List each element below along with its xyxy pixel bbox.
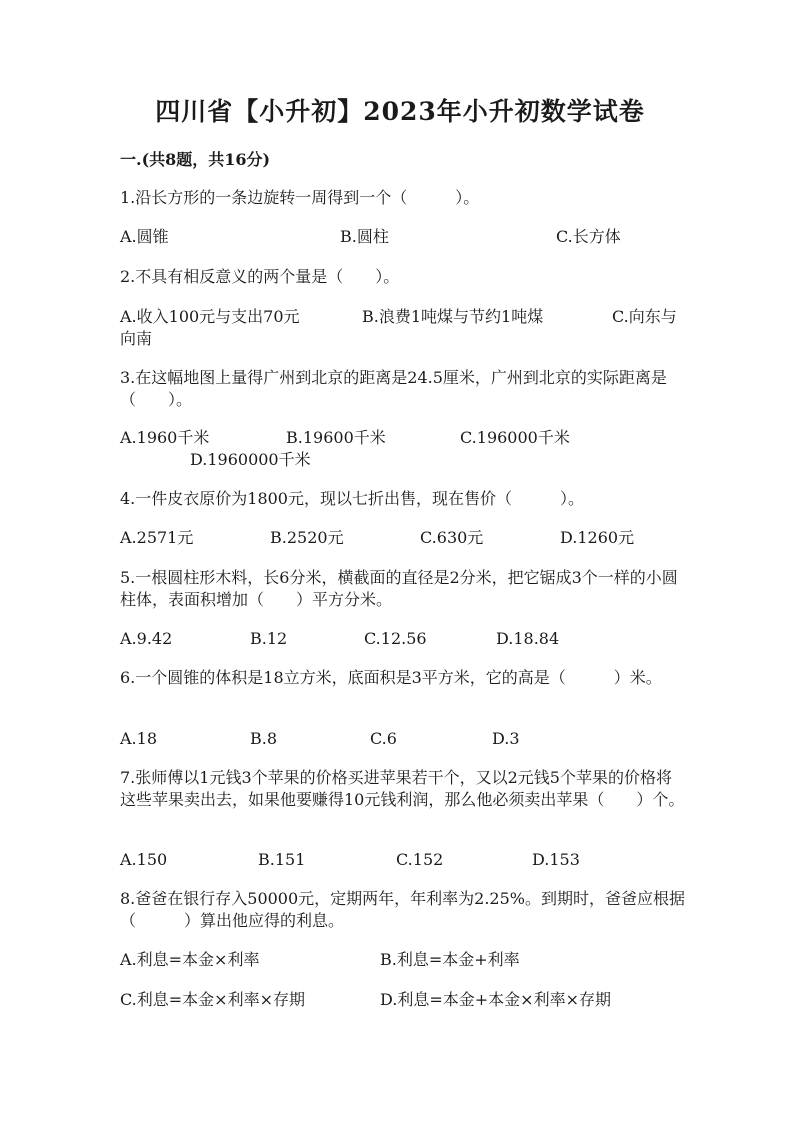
option-b: B.8 <box>250 729 278 748</box>
question-4-options <box>120 527 685 549</box>
option-a: A.150 <box>120 850 168 869</box>
section-heading: 一.(共8题，共16分) <box>120 150 271 169</box>
question-4: 4.一件皮衣原价为1800元，现以七折出售，现在售价（ ）。 <box>120 489 584 508</box>
option-d: D.3 <box>492 729 520 748</box>
exam-title: 四川省【小升初】2023年小升初数学试卷 <box>155 97 645 126</box>
question-8-options-row-2 <box>120 989 685 1011</box>
option-a: A.18 <box>120 729 157 748</box>
option-a: A.9.42 <box>120 629 173 648</box>
question-5: 5.一根圆柱形木料，长6分米，横截面的直径是2分米，把它锯成3个一样的小圆柱体，表面积增加（ ）平方分米。 <box>120 568 678 609</box>
option-d: D.利息=本金+本金×利率×存期 <box>380 990 611 1009</box>
option-c: C.152 <box>396 850 444 869</box>
option-a: A.2571元 <box>120 528 194 547</box>
option-b: B.12 <box>250 629 288 648</box>
option-a: A.1960千米 <box>120 428 210 447</box>
option-c: C.长方体 <box>556 227 621 246</box>
option-a: A.利息=本金×利率 <box>120 950 260 969</box>
option-b: B.2520元 <box>270 528 344 547</box>
option-b: B.利息=本金+利率 <box>380 950 520 969</box>
option-c: C.向东与 <box>612 307 677 326</box>
question-1-options <box>120 226 685 248</box>
question-7-options <box>120 849 685 871</box>
option-a: A.圆锥 <box>120 227 169 246</box>
question-3: 3.在这幅地图上量得广州到北京的距离是24.5厘米，广州到北京的实际距离是（ ）。 <box>120 368 667 409</box>
option-b: B.浪费1吨煤与节约1吨煤 <box>362 307 544 326</box>
question-2: 2.不具有相反意义的两个量是（ ）。 <box>120 267 400 286</box>
question-3-options-row-2 <box>120 449 685 471</box>
option-c: C.196000千米 <box>460 428 570 447</box>
option-d: D.18.84 <box>496 629 560 648</box>
option-c: C.630元 <box>420 528 484 547</box>
option-c: C.6 <box>370 729 397 748</box>
question-8-options <box>120 949 685 971</box>
question-1: 1.沿长方形的一条边旋转一周得到一个（ ）。 <box>120 188 480 207</box>
option-b: B.19600千米 <box>286 428 386 447</box>
question-8: 8.爸爸在银行存入50000元，定期两年，年利率为2.25%。到期时，爸爸应根据（ ）算出他应得的利息。 <box>120 889 685 930</box>
option-c: C.利息=本金×利率×存期 <box>120 990 305 1009</box>
option-b: B.151 <box>258 850 306 869</box>
question-6: 6.一个圆锥的体积是18立方米，底面积是3平方米，它的高是（ ）米。 <box>120 668 662 687</box>
option-c: C.12.56 <box>364 629 427 648</box>
question-7: 7.张师傅以1元钱3个苹果的价格买进苹果若干个，又以2元钱5个苹果的价格将这些苹果卖出去，如果他要赚得10元钱利润，那么他必须卖出苹果（ ）个。 <box>120 768 685 809</box>
option-d: D.1260元 <box>560 528 635 547</box>
question-6-options <box>120 728 685 750</box>
option-d: D.1960000千米 <box>190 450 311 469</box>
question-2-options <box>120 306 685 328</box>
option-b: B.圆柱 <box>340 227 389 246</box>
option-a: A.收入100元与支出70元 <box>120 307 300 326</box>
question-5-options <box>120 628 685 650</box>
question-3-options <box>120 427 685 449</box>
option-c-continued: 向南 <box>120 329 153 348</box>
option-d: D.153 <box>532 850 580 869</box>
